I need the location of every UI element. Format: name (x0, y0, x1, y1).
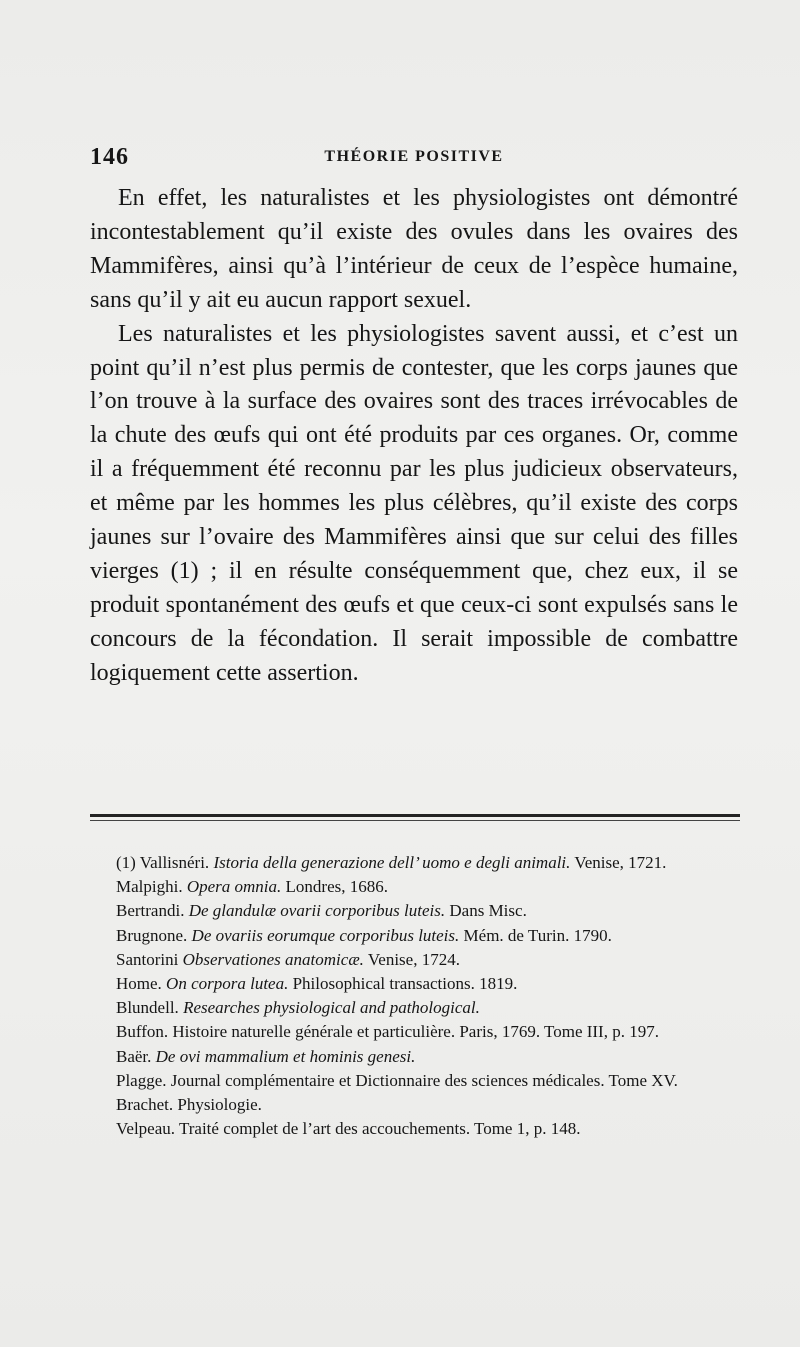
footnote-details: Philosophical transactions. 1819. (292, 974, 518, 994)
footnote-rule-thin (90, 820, 740, 821)
footnote-details: Physiologie. (177, 1095, 262, 1115)
footnote-author: Brugnone. (116, 925, 188, 945)
page-number: 146 (90, 144, 129, 170)
footnote-details: Londres, 1686. (285, 877, 389, 897)
footnote-title: Istoria della generazione dell’ uomo e degli animali. (213, 853, 571, 872)
footnote-item (116, 973, 740, 995)
footnote-title: Observationes anatomicæ. (182, 949, 364, 969)
footnote-title: De ovi mammalium et hominis genesi. (155, 1046, 416, 1066)
main-text (90, 182, 738, 691)
paragraph-2: Les naturalistes et les physiologistes savent aussi, et c’est un point qu’il n’est plus permis de contester, que les corps jaunes que l’on trouve à la surface des ovaires sont des traces irrévocables de la chute des œufs qui ont été produits par ces organes. Or, comme il a fréquemment été reconnu par les plus judicieux observateurs, et même par les hommes les plus célèbres, qu’il existe des corps jaunes sur l’ovaire des Mammifères ainsi que sur celui des filles vierges (1) ; il en résulte conséquemment que, chez eux, il se produit spontanément des œufs et que ceux-ci sont expulsés sans le concours de la fécondation. Il serait impossible de combattre logiquement cette assertion. (90, 320, 738, 686)
footnote-details: Venise, 1724. (367, 949, 460, 969)
footnote-item (116, 1094, 740, 1116)
footnote-author: Velpeau. (116, 1119, 176, 1139)
footnote-title: De ovariis eorumque corporibus luteis. (191, 925, 460, 945)
footnote-item (116, 852, 740, 874)
footnote-item (116, 900, 740, 922)
footnote-item (116, 876, 740, 898)
footnote-details: Mém. de Turin. 1790. (463, 925, 612, 945)
footnote-item (116, 1070, 740, 1092)
footnote-details: Journal complémentaire et Dictionnaire des sciences médicales. Tome XV. (170, 1070, 678, 1090)
footnote-marker: (1) (116, 853, 136, 872)
footnote-item (116, 1118, 740, 1140)
footnote-author: Buffon. (116, 1022, 169, 1042)
footnote-item (116, 925, 740, 947)
footnote-author: Vallisnéri. (139, 853, 210, 872)
footnote-title: Researches physiological and pathological. (183, 998, 480, 1018)
footnote-author: Baër. (116, 1046, 152, 1066)
footnote-rule (90, 814, 740, 817)
footnote-title: On corpora lutea. (166, 974, 289, 994)
footnote-author: Malpighi. (116, 877, 183, 897)
footnote-title: De glandulæ ovarii corporibus luteis. (188, 901, 446, 921)
footnote-item (116, 1021, 740, 1043)
footnote-author: Santorini (116, 949, 179, 969)
footnote-details: Histoire naturelle générale et particulière. Paris, 1769. Tome III, p. 197. (172, 1022, 659, 1042)
footnote-item (116, 1046, 740, 1068)
footnote-item (116, 949, 740, 971)
footnote-details: Traité complet de l’art des accouchements. Tome 1, p. 148. (178, 1119, 581, 1139)
paragraph-1: En effet, les naturalistes et les physiologistes ont démontré incontestablement qu’il existe des ovules dans les ovaires des Mammifères, ainsi qu’à l’intérieur de ceux de l’espèce humaine, sans qu’il y ait eu aucun rapport sexuel. (90, 185, 738, 313)
footnote-author: Plagge. (116, 1070, 167, 1090)
footnote-details: Dans Misc. (449, 901, 527, 921)
footnote-item (116, 997, 740, 1019)
page-header (90, 144, 738, 172)
footnotes (116, 852, 740, 1142)
footnote-author: Bertrandi. (116, 901, 185, 921)
footnote-details: Venise, 1721. (574, 853, 667, 872)
footnote-author: Home. (116, 974, 162, 994)
footnote-author: Brachet. (116, 1095, 174, 1115)
footnote-title: Opera omnia. (186, 877, 282, 897)
footnote-author: Blundell. (116, 998, 179, 1018)
running-head: THÉORIE POSITIVE (324, 148, 504, 165)
